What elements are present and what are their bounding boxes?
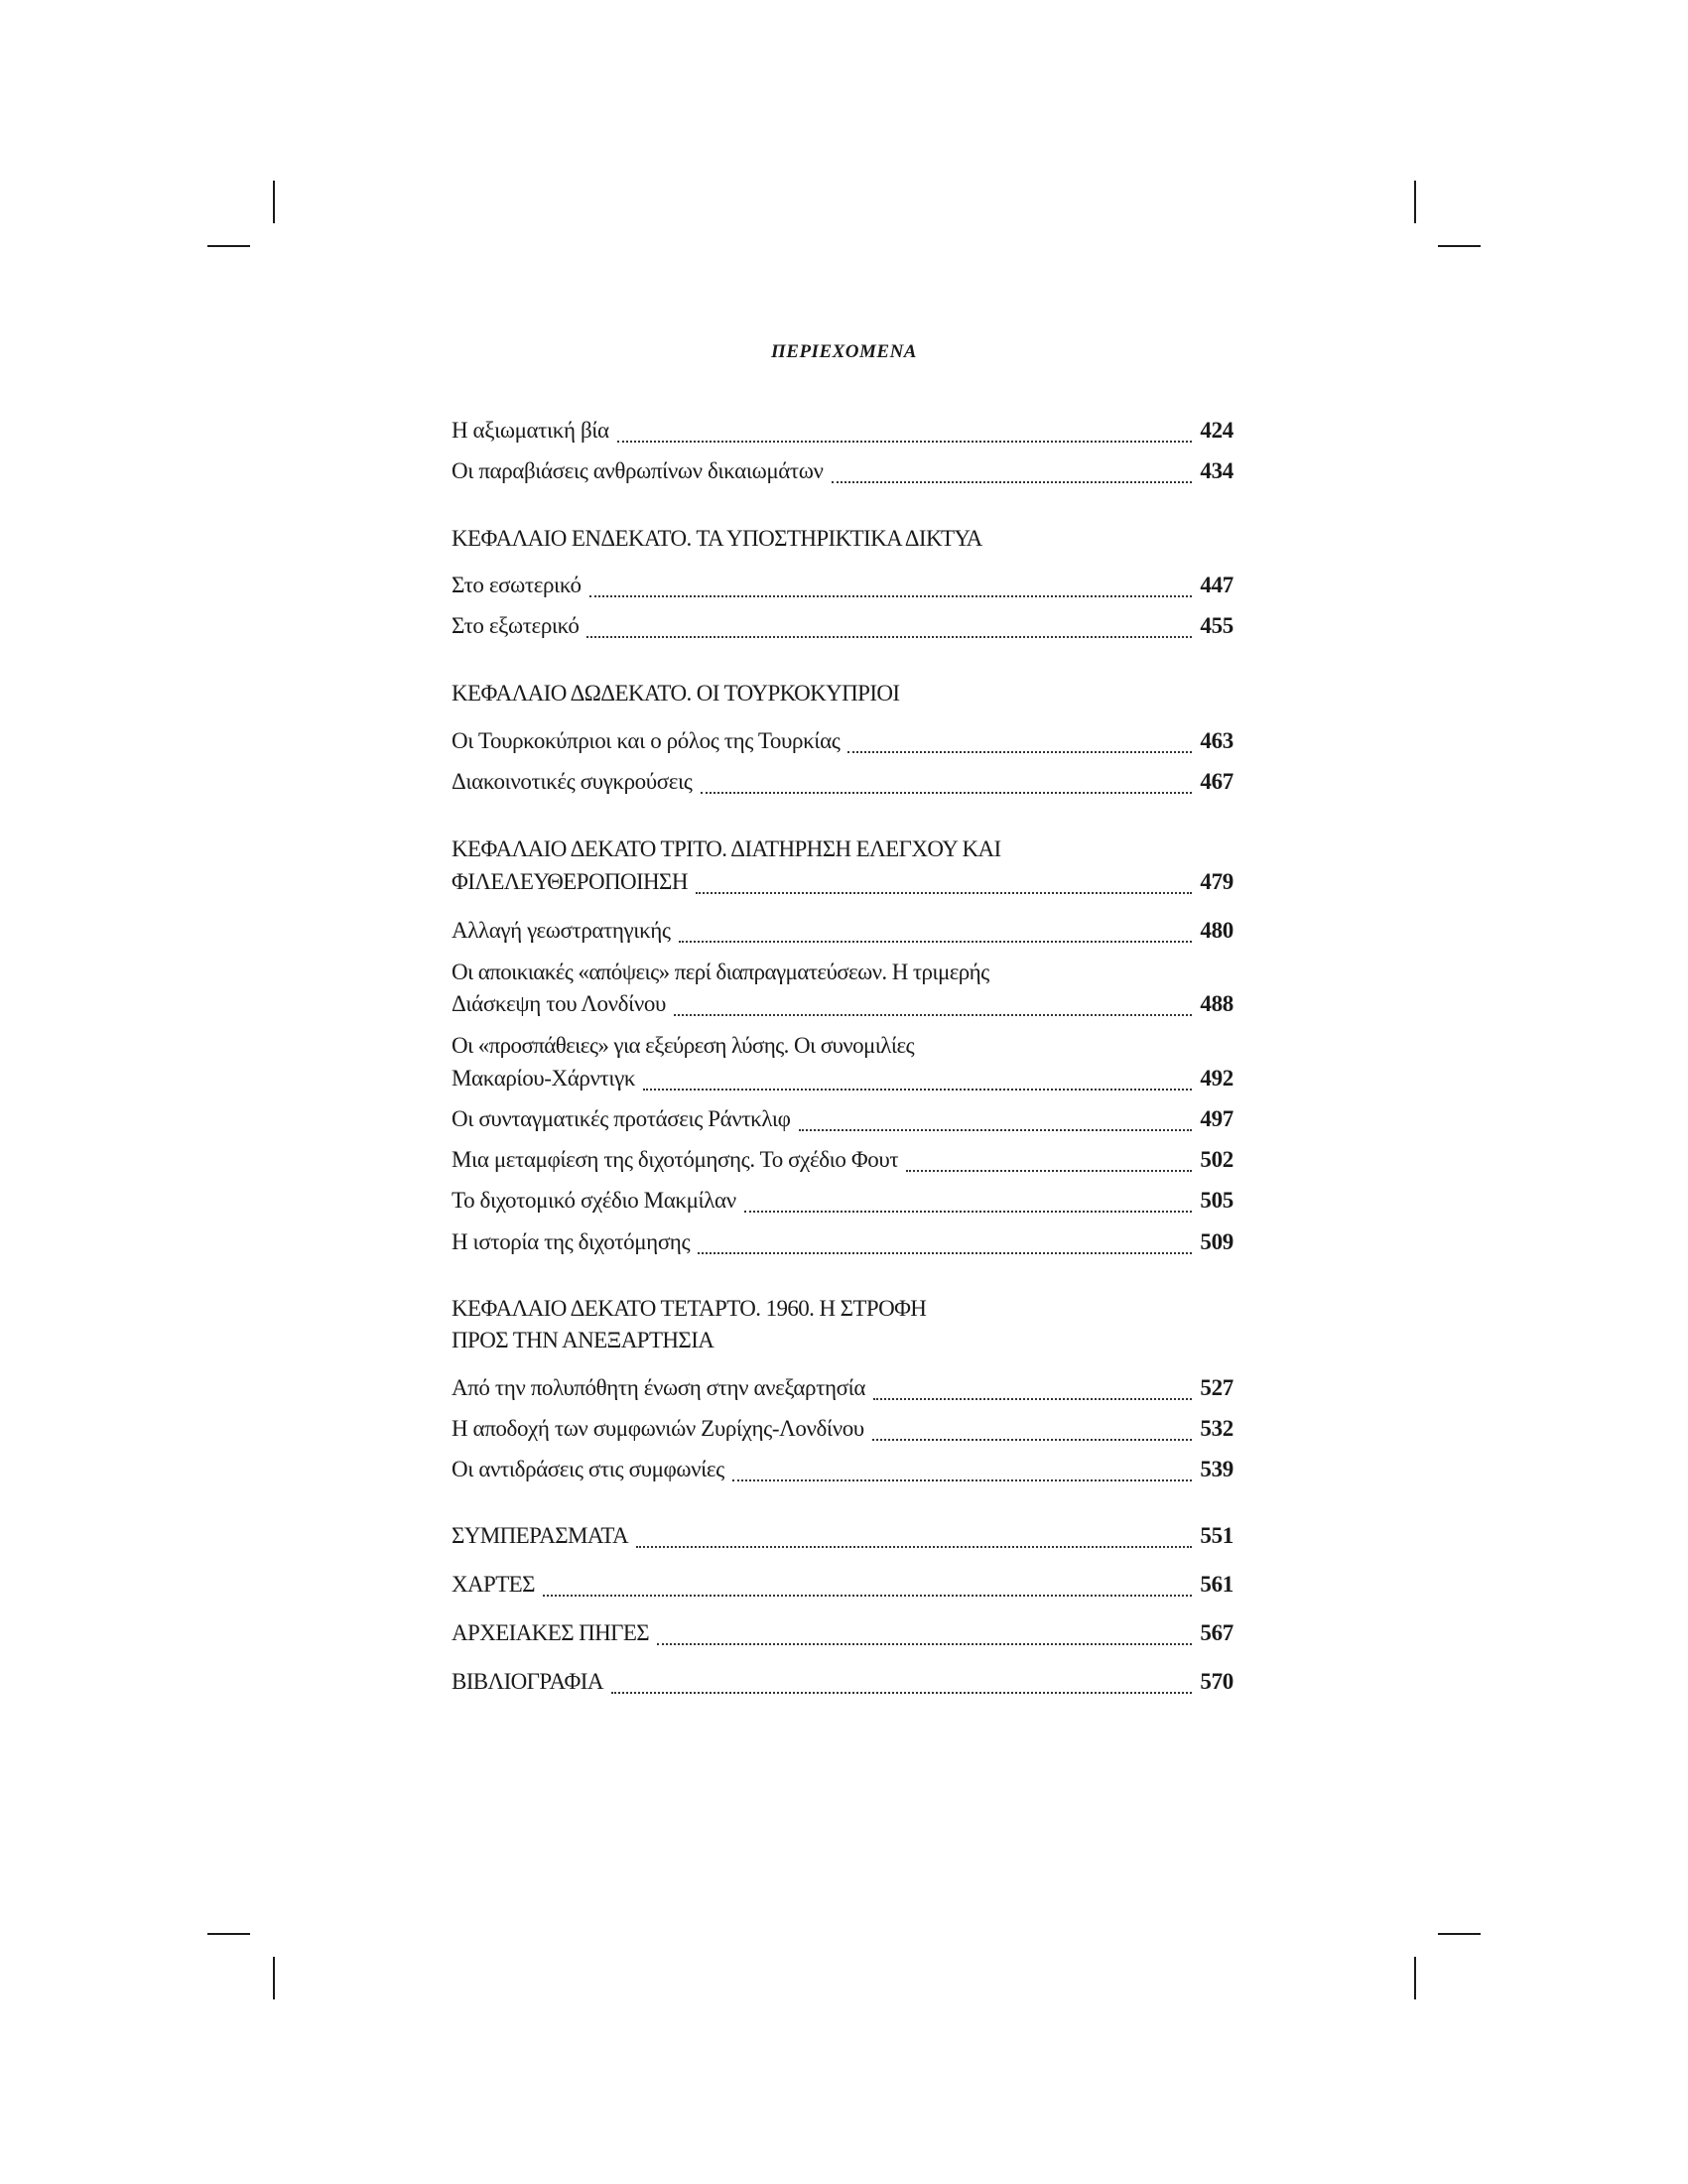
toc-entry-label: ΒΙΒΛΙΟΓΡΑΦΙΑ	[452, 1669, 603, 1694]
toc-entry-page: 479	[1200, 869, 1234, 894]
dot-leader	[906, 1170, 1192, 1172]
toc-entry-page: 434	[1200, 458, 1234, 483]
toc-entry-label: Η ιστορία της διχοτόμησης	[452, 1229, 691, 1254]
toc-entry-label: Μακαρίου-Χάρντιγκ	[452, 1066, 636, 1091]
toc-entry	[452, 573, 1234, 606]
dot-leader	[701, 792, 1193, 794]
toc-entry-label-line1: Οι «προσπάθειες» για εξεύρεση λύσης. Οι συνομιλίες	[452, 1033, 915, 1058]
toc-entry-page: 463	[1200, 728, 1234, 753]
chapter-heading: ΚΕΦΑΛΑΙΟ ΔΕΚΑΤΟ ΤΡΙΤΟ. ΔΙΑΤΗΡΗΣΗ ΕΛΕΓΧΟΥ ΚΑΙ	[452, 836, 1001, 861]
toc-entry	[452, 769, 1234, 803]
toc-entry-page: 488	[1200, 991, 1234, 1016]
dot-leader	[872, 1439, 1193, 1441]
toc-entry-page: 502	[1200, 1147, 1234, 1172]
chapter-heading: ΚΕΦΑΛΑΙΟ ΕΝΔΕΚΑΤΟ. ΤΑ ΥΠΟΣΤΗΡΙΚΤΙΚΑ ΔΙΚΤΥΑ	[452, 526, 982, 551]
toc-entry-label-line1: Οι αποικιακές «απόψεις» περί διαπραγματεύσεων. Η τριμερής	[452, 960, 989, 984]
dot-leader	[832, 481, 1193, 483]
toc-entry-label: Η αξιωματική βία	[452, 418, 609, 443]
toc-entry	[452, 918, 1234, 952]
toc-entry	[452, 613, 1234, 647]
dot-leader	[679, 941, 1193, 943]
crop-mark-bottom-right-horizontal	[1438, 1933, 1481, 1935]
toc-entry	[452, 1229, 1234, 1263]
crop-mark-bottom-left-vertical	[273, 1957, 275, 1999]
toc-entry-label: Αλλαγή γεωστρατηγικής	[452, 918, 671, 943]
chapter-heading-continued	[452, 869, 1234, 903]
toc-entry-label: Μια μεταμφίεση της διχοτόμησης. Το σχέδιο Φουτ	[452, 1147, 899, 1172]
toc-entry-page: 551	[1200, 1523, 1234, 1548]
dot-leader	[732, 1479, 1193, 1481]
toc-entry-label: Οι παραβιάσεις ανθρωπίνων δικαιωμάτων	[452, 458, 824, 483]
toc-entry	[452, 991, 1234, 1025]
toc-entry-label: Η αποδοχή των συμφωνιών Ζυρίχης-Λονδίνου	[452, 1416, 864, 1441]
page-title: ΠΕΡΙΕΧΟΜΕΝΑ	[771, 341, 917, 362]
toc-entry-page: 455	[1200, 613, 1234, 638]
toc-entry	[452, 1147, 1234, 1181]
toc-entry-label: ΑΡΧΕΙΑΚΕΣ ΠΗΓΕΣ	[452, 1620, 650, 1645]
dot-leader	[611, 1692, 1193, 1694]
toc-back-matter-entry	[452, 1572, 1234, 1606]
toc-entry-label: Οι αντιδράσεις στις συμφωνίες	[452, 1457, 724, 1481]
dot-leader	[657, 1643, 1192, 1645]
toc-entry	[452, 1106, 1234, 1140]
toc-entry-page: 532	[1200, 1416, 1234, 1441]
toc-back-matter-entry	[452, 1669, 1234, 1703]
toc-entry-label: ΣΥΜΠΕΡΑΣΜΑΤΑ	[452, 1523, 628, 1548]
dot-leader	[873, 1398, 1192, 1400]
dot-leader	[847, 751, 1192, 753]
toc-entry-page: 492	[1200, 1066, 1234, 1091]
dot-leader	[643, 1089, 1192, 1091]
toc-entry-label: Διακοινοτικές συγκρούσεις	[452, 769, 693, 794]
toc-entry-label: Το διχοτομικό σχέδιο Μακμίλαν	[452, 1188, 736, 1213]
toc-entry-label: Διάσκεψη του Λονδίνου	[452, 991, 666, 1016]
toc-entry	[452, 418, 1234, 451]
toc-entry-page: 424	[1200, 418, 1234, 443]
crop-mark-top-right-vertical	[1414, 181, 1416, 223]
toc-entry	[452, 1416, 1234, 1450]
toc-entry-page: 467	[1200, 769, 1234, 794]
crop-mark-top-left-vertical	[273, 181, 275, 223]
chapter-heading-continued: ΠΡΟΣ ΤΗΝ ΑΝΕΞΑΡΤΗΣΙΑ	[452, 1328, 714, 1352]
toc-entry-page: 497	[1200, 1106, 1234, 1131]
dot-leader	[636, 1546, 1192, 1548]
toc-entry-page: 527	[1200, 1375, 1234, 1400]
chapter-heading: ΚΕΦΑΛΑΙΟ ΔΩΔΕΚΑΤΟ. ΟΙ ΤΟΥΡΚΟΚΥΠΡΙΟΙ	[452, 681, 900, 706]
dot-leader	[698, 1252, 1192, 1254]
toc-entry	[452, 1457, 1234, 1490]
dot-leader	[799, 1129, 1193, 1131]
toc-entry-page: 447	[1200, 573, 1234, 597]
toc-entry-page: 480	[1200, 918, 1234, 943]
toc-back-matter-entry	[452, 1523, 1234, 1557]
toc-entry-label: Οι Τουρκοκύπριοι και ο ρόλος της Τουρκίας	[452, 728, 841, 753]
toc-entry-page: 570	[1200, 1669, 1234, 1694]
toc-entry-label: ΧΑΡΤΕΣ	[452, 1572, 535, 1597]
dot-leader	[589, 595, 1193, 597]
crop-mark-top-right-horizontal	[1438, 245, 1481, 247]
toc-entry-page: 509	[1200, 1229, 1234, 1254]
toc-entry	[452, 1188, 1234, 1221]
toc-entry-label: Οι συνταγματικές προτάσεις Ράντκλιφ	[452, 1106, 791, 1131]
dot-leader	[744, 1211, 1193, 1213]
chapter-heading-label: ΦΙΛΕΛΕΥΘΕΡΟΠΟΙΗΣΗ	[452, 869, 688, 894]
dot-leader	[696, 892, 1193, 894]
toc-entry	[452, 1375, 1234, 1409]
toc-entry-label: Στο εξωτερικό	[452, 613, 580, 638]
dot-leader	[586, 636, 1192, 638]
toc-entry	[452, 458, 1234, 492]
chapter-heading: ΚΕΦΑΛΑΙΟ ΔΕΚΑΤΟ ΤΕΤΑΡΤΟ. 1960. Η ΣΤΡΟΦΗ	[452, 1296, 927, 1321]
toc-entry-page: 505	[1200, 1188, 1234, 1213]
toc-entry	[452, 1066, 1234, 1099]
dot-leader	[617, 441, 1193, 443]
toc-entry-page: 567	[1200, 1620, 1234, 1645]
dot-leader	[543, 1595, 1192, 1597]
crop-mark-bottom-right-vertical	[1414, 1957, 1416, 1999]
toc-entry-label: Από την πολυπόθητη ένωση στην ανεξαρτησία	[452, 1375, 866, 1400]
crop-mark-bottom-left-horizontal	[207, 1933, 250, 1935]
toc-back-matter-entry	[452, 1620, 1234, 1654]
toc-entry-page: 561	[1200, 1572, 1234, 1597]
toc-entry	[452, 728, 1234, 762]
toc-entry-label: Στο εσωτερικό	[452, 573, 582, 597]
crop-mark-top-left-horizontal	[207, 245, 250, 247]
dot-leader	[674, 1014, 1192, 1016]
toc-entry-page: 539	[1200, 1457, 1234, 1481]
